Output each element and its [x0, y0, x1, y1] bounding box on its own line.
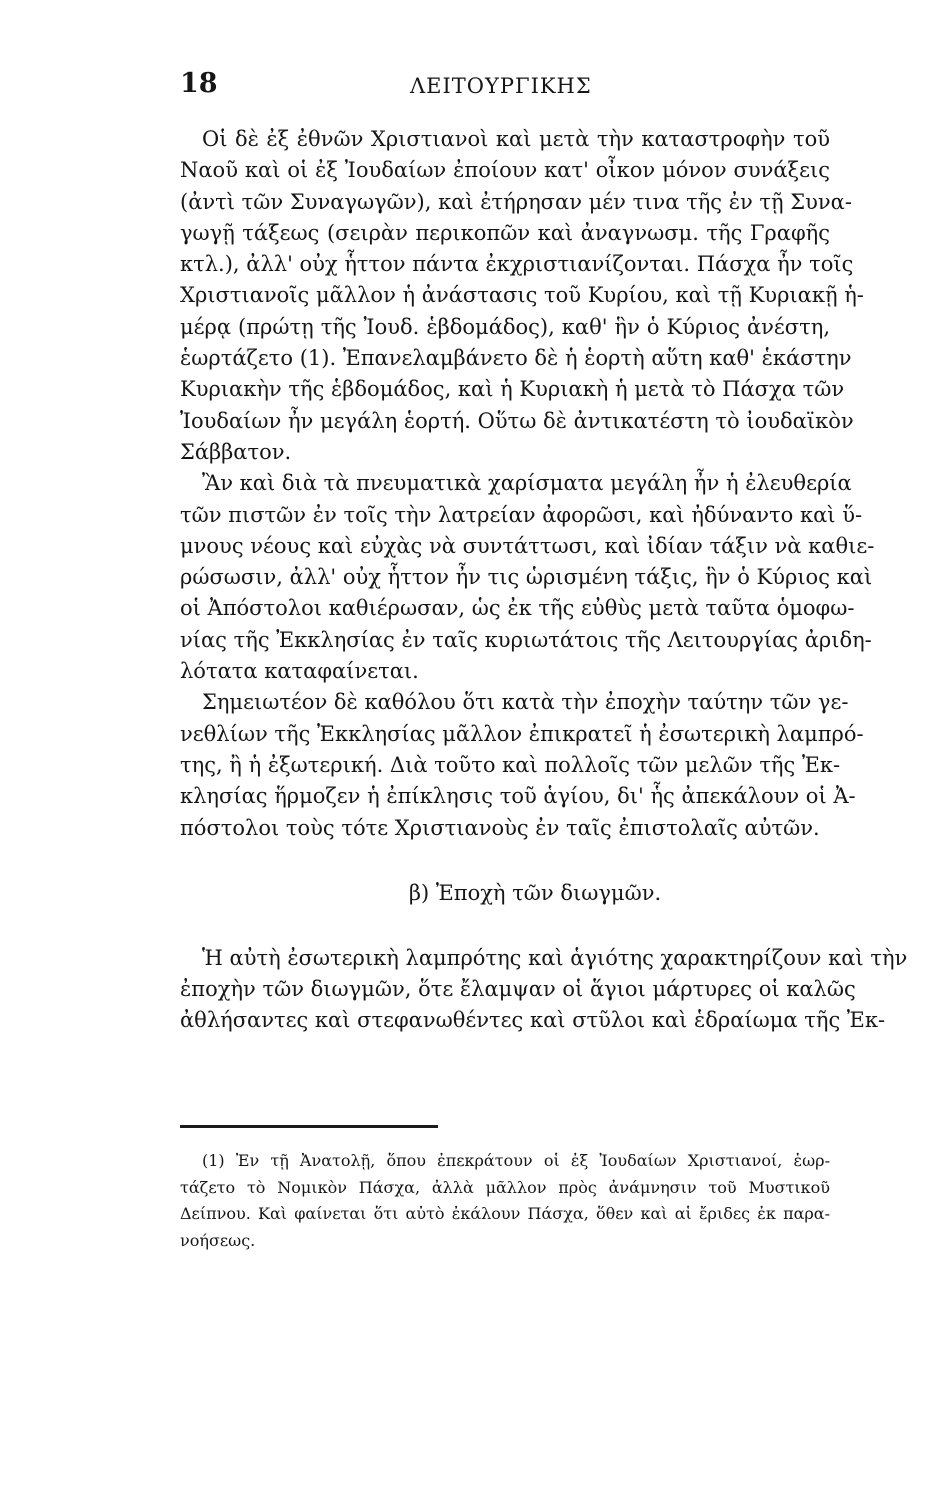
- text-line: γωγῇ τάξεως (σειρὰν περικοπῶν καὶ ἀναγνωσμ. τῆς Γραφῆς: [180, 220, 830, 245]
- running-title: ΛΕΙΤΟΥΡΓΙΚΗΣ: [410, 74, 592, 98]
- text-line: (ἀντὶ τῶν Συναγωγῶν), καὶ ἐτήρησαν μέν τινα τῆς ἐν τῇ Συνα-: [180, 189, 852, 214]
- paragraph-3: [180, 687, 864, 843]
- footnote-line: τάζετο τὸ Νομικὸν Πάσχα, ἀλλὰ μᾶλλον πρὸς ἀνάμνησιν τοῦ Μυστικοῦ: [180, 1177, 830, 1197]
- text-line: λότατα καταφαίνεται.: [180, 659, 419, 684]
- text-line: Ἂν καὶ διὰ τὰ πνευματικὰ χαρίσματα μεγάλη ἦν ἡ ἐλευθερία: [202, 471, 852, 496]
- footnote-line: νοήσεως.: [180, 1230, 256, 1250]
- text-line: Κυριακὴν τῆς ἑβδομάδος, καὶ ἡ Κυριακὴ ἡ μετὰ τὸ Πάσχα τῶν: [180, 377, 845, 402]
- footnote-line: (1) Ἐν τῇ Ἀνατολῇ, ὅπου ἐπεκράτουν οἱ ἐξ Ἰουδαίων Χριστιανοί, ἑωρ-: [202, 1151, 830, 1170]
- text-line: Οἱ δὲ ἐξ ἐθνῶν Χριστιανοὶ καὶ μετὰ τὴν καταστροφὴν τοῦ: [202, 127, 830, 151]
- text-line: της, ἢ ἡ ἐξωτερική. Διὰ τοῦτο καὶ πολλοῖς τῶν μελῶν τῆς Ἐκ-: [180, 752, 841, 777]
- page-number: 18: [180, 68, 218, 99]
- paragraph-2: [180, 468, 875, 687]
- text-line: Ναοῦ καὶ οἱ ἐξ Ἰουδαίων ἐποίουν κατ' οἶκον μόνον συνάξεις: [180, 158, 830, 183]
- section-heading: β) Ἐποχὴ τῶν διωγμῶν.: [408, 880, 662, 905]
- text-line: νίας τῆς Ἐκκλησίας ἐν ταῖς κυριωτάτοις τῆς Λειτουργίας ἀριδη-: [180, 627, 872, 652]
- text-line: νεθλίων τῆς Ἐκκλησίας μᾶλλον ἐπικρατεῖ ἡ ἐσωτερικὴ λαμπρό-: [180, 721, 864, 746]
- text-line: μέρᾳ (πρώτῃ τῆς Ἰουδ. ἑβδομάδος), καθ' ἣν ὁ Κύριος ἀνέστη,: [180, 314, 830, 339]
- footnote-divider: [180, 1125, 438, 1128]
- text-line: ρώσωσιν, ἀλλ' οὐχ ἧττον ἦν τις ὡρισμένη τάξις, ἣν ὁ Κύριος καὶ: [180, 565, 873, 590]
- text-line: ἐποχὴν τῶν διωγμῶν, ὅτε ἔλαμψαν οἱ ἅγιοι μάρτυρες οἱ καλῶς: [180, 977, 856, 1002]
- footnote-line: Δείπνου. Καὶ φαίνεται ὅτι αὐτὸ ἐκάλουν Πάσχα, ὅθεν καὶ αἱ ἔριδες ἐκ παρα-: [180, 1204, 830, 1223]
- footnote: [180, 1148, 830, 1254]
- paragraph-1: [180, 124, 864, 468]
- main-text: [180, 124, 908, 1037]
- text-line: κτλ.), ἀλλ' οὐχ ἧττον πάντα ἐκχριστιανίζονται. Πάσχα ἦν τοῖς: [180, 252, 854, 277]
- text-line: ἑωρτάζετο (1). Ἐπανελαμβάνετο δὲ ἡ ἑορτὴ αὕτη καθ' ἑκάστην: [180, 346, 852, 371]
- text-line: Σάββατον.: [180, 439, 292, 464]
- text-line: Ἰουδαίων ἦν μεγάλη ἑορτή. Οὕτω δὲ ἀντικατέστη τὸ ἰουδαϊκὸν: [180, 408, 854, 433]
- paragraph-4: [180, 943, 908, 1037]
- page-header: [180, 68, 830, 108]
- text-line: κλησίας ἥρμοζεν ἡ ἐπίκλησις τοῦ ἁγίου, δι' ἧς ἀπεκάλουν οἱ Ἀ-: [180, 784, 856, 809]
- text-line: Χριστιανοῖς μᾶλλον ἡ ἀνάστασις τοῦ Κυρίου, καὶ τῇ Κυριακῇ ἡ-: [180, 283, 864, 308]
- text-line: Σημειωτέον δὲ καθόλου ὅτι κατὰ τὴν ἐποχὴν ταύτην τῶν γε-: [202, 690, 849, 715]
- text-line: Ἡ αὐτὴ ἐσωτερικὴ λαμπρότης καὶ ἁγιότης χαρακτηρίζουν καὶ τὴν: [202, 945, 908, 970]
- text-line: μνους νέους καὶ εὐχὰς νὰ συντάττωσι, καὶ ἰδίαν τάξιν νὰ καθιε-: [180, 533, 875, 558]
- text-line: ἀθλήσαντες καὶ στεφανωθέντες καὶ στῦλοι καὶ ἑδραίωμα τῆς Ἐκ-: [180, 1008, 886, 1033]
- text-line: πόστολοι τοὺς τότε Χριστιανοὺς ἐν ταῖς ἐπιστολαῖς αὐτῶν.: [180, 815, 820, 840]
- text-line: οἱ Ἀπόστολοι καθιέρωσαν, ὡς ἐκ τῆς εὐθὺς μετὰ ταῦτα ὁμοφω-: [180, 596, 855, 621]
- text-line: τῶν πιστῶν ἐν τοῖς τὴν λατρείαν ἀφορῶσι, καὶ ἠδύναντο καὶ ὕ-: [180, 502, 863, 527]
